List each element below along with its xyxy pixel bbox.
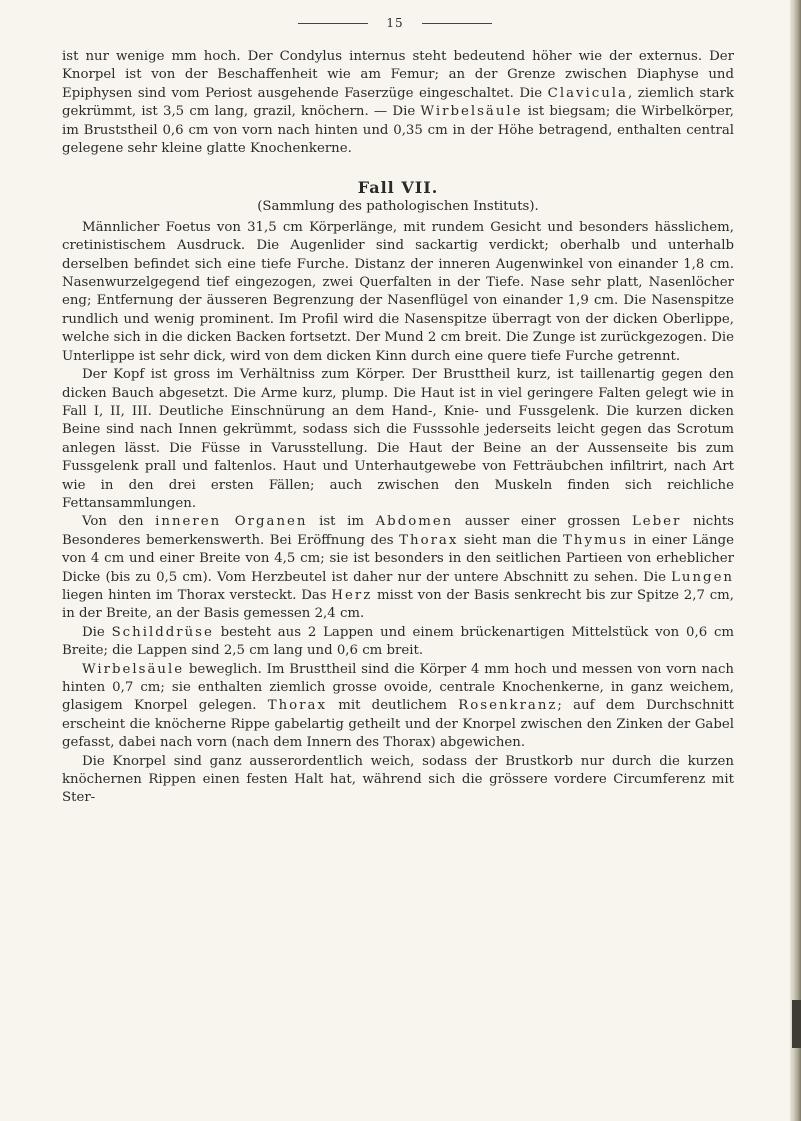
page-header — [0, 16, 790, 30]
text-run: , ziemlich stark gekrümmt, ist 3,5 cm lang, grazil, knöchern. — Die — [62, 85, 734, 120]
text-run: misst von der Basis senkrecht bis zur Spitze 2,7 cm, in der Breite, an der Basis gemessen 2,4 cm. — [62, 587, 734, 622]
text-run: liegen hinten im Thorax versteckt. Das — [62, 587, 332, 603]
spaced-term: Abdomen — [375, 514, 454, 530]
edge-mark — [792, 1000, 801, 1048]
spaced-term: Clavicula — [547, 85, 628, 101]
spaced-term: Thymus — [563, 532, 628, 548]
spaced-term: Wirbelsäule — [420, 104, 523, 120]
text-run: Von den — [82, 514, 156, 530]
text-run: sieht man die — [458, 532, 564, 548]
spaced-term: Schilddrüse — [111, 624, 214, 640]
page-number: 15 — [386, 16, 404, 30]
text-run: ist im — [307, 514, 376, 530]
text-run: ; auf dem Durchschnitt erscheint die knöcherne Rippe gabelartig getheilt und der Knorpel zwischen den Zinken der Gabel gefasst, dabei nach vorn (nach dem Innern des Thorax) abgewichen. — [62, 698, 735, 751]
paragraph-3 — [62, 513, 734, 623]
text-run: mit deutlichem — [326, 698, 459, 714]
body-text — [62, 48, 734, 808]
spaced-term: Thorax — [399, 532, 459, 548]
text-run: ist nur wenige mm hoch. Der Condylus internus steht bedeutend höher wie der externus. Der Knorpel ist von der Beschaffenheit wie am Femur; an der Grenze zwischen Diaphyse und Epiphysen sind vom Periost ausgehende Faserzüge eingeschaltet. Die — [62, 49, 734, 101]
spaced-term: Lungen — [671, 569, 734, 585]
text-run: in einer Länge von 4 cm und einer Breite von 4,5 cm; sie ist besonders in den seitlichen Partieen von erheblicher Dicke (bis zu 0,5 cm). Vom Herzbeutel ist daher nur der untere Abschnitt zu sehen. Die — [62, 532, 734, 585]
header-rule-left — [298, 23, 368, 24]
spaced-term: Leber — [631, 514, 682, 530]
text-run: ausser einer grossen — [453, 514, 632, 530]
text-run: besteht aus 2 Lappen und einem brückenartigen Mittelstück von 0,6 cm Breite; die Lappen sind 2,5 cm lang und 0,6 cm breit. — [62, 624, 735, 659]
paragraph-4: Die Schilddrüse besteht aus 2 Lappen und einem brückenartigen Mittelstück von 0,6 cm Breite; die Lappen sind 2,5 cm lang und 0,6 cm breit. — [62, 624, 735, 659]
paragraph-6: Die Knorpel sind ganz ausserordentlich weich, sodass der Brustkorb nur durch die kurzen knöchernen Rippen einen festen Halt hat, während sich die grössere vordere Circumferenz mit Ster- — [62, 753, 734, 806]
spaced-term: Herz — [331, 587, 373, 603]
intro-paragraph — [62, 48, 734, 158]
spaced-term: Wirbelsäule — [82, 661, 185, 677]
book-edge — [790, 0, 801, 1121]
text-run: nichts Besonderes bemerkenswerth. Bei Eröffnung des — [62, 514, 734, 548]
header-rule-right — [422, 23, 492, 24]
paragraph-2: Der Kopf ist gross im Verhältniss zum Körper. Der Brusttheil kurz, ist taillenartig gegen den dicken Bauch abgesetzt. Die Arme kurz, plump. Die Haut ist in viel geringere Falten gelegt wie in Fall I, II, III. Deutliche Einschnürung an dem Hand-, Knie- und Fussgelenk. Die kurzen dicken Beine sind nach Innen gekrümmt, sodass sich die Fusssohle jederseits leicht gegen das Scrotum anlegen lässt. Die Füsse in Varusstellung. Die Haut der Beine an der Aussenseite bis zum Fussgelenk prall und faltenlos. Haut und Unterhautgewebe von Fetträubchen infiltrirt, nach Art wie in den drei ersten Fällen; auch zwischen den Muskeln finden sich reichliche Fettansammlungen. — [62, 367, 734, 511]
paragraph-1: Männlicher Foetus von 31,5 cm Körperlänge, mit rundem Gesicht und besonders hässlichem, cretinistischem Ausdruck. Die Augenlider sind sackartig verdickt; oberhalb und unterhalb derselben befindet sich eine tiefe Furche. Distanz der inneren Augenwinkel von einander 1,8 cm. Nasenwurzelgegend tief eingezogen, zwei Querfalten in der Tiefe. Nase sehr platt, Nasenlöcher eng; Entfernung der äusseren Begrenzung der Nasenflügel von einander 1,9 cm. Die Nasenspitze rundlich und wenig prominent. Im Profil wird die Nasenspitze überragt von der dicken Oberlippe, welche sich in die dicken Backen fortsetzt. Der Mund 2 cm breit. Die Zunge ist zurückgezogen. Die Unterlippe ist sehr dick, wird von dem dicken Kinn durch eine quere tiefe Furche getrennt. — [62, 219, 734, 364]
paragraph-5 — [62, 661, 734, 753]
section-subtitle: (Sammlung des pathologischen Instituts). — [257, 199, 539, 215]
spaced-term: inneren Organen — [155, 514, 308, 530]
spaced-term: Rosenkranz — [458, 698, 558, 714]
text-run: beweglich. Im Brusttheil sind die Körper 4 mm hoch und messen von vorn nach hinten 0,7 cm; sie enthalten ziemlich grosse ovoide, centrale Knochenkerne, in ganz weichem, glasigem Knorpel gelegen. — [62, 661, 734, 714]
text-run: ist biegsam; die Wirbelkörper, im Bruststheil 0,6 cm von vorn nach hinten und 0,35 cm in der Höhe betragend, enthalten central gelegene sehr kleine glatte Knochenkerne. — [62, 104, 735, 157]
section-title: Fall VII. — [357, 178, 439, 198]
spaced-term: Thorax — [267, 698, 327, 714]
